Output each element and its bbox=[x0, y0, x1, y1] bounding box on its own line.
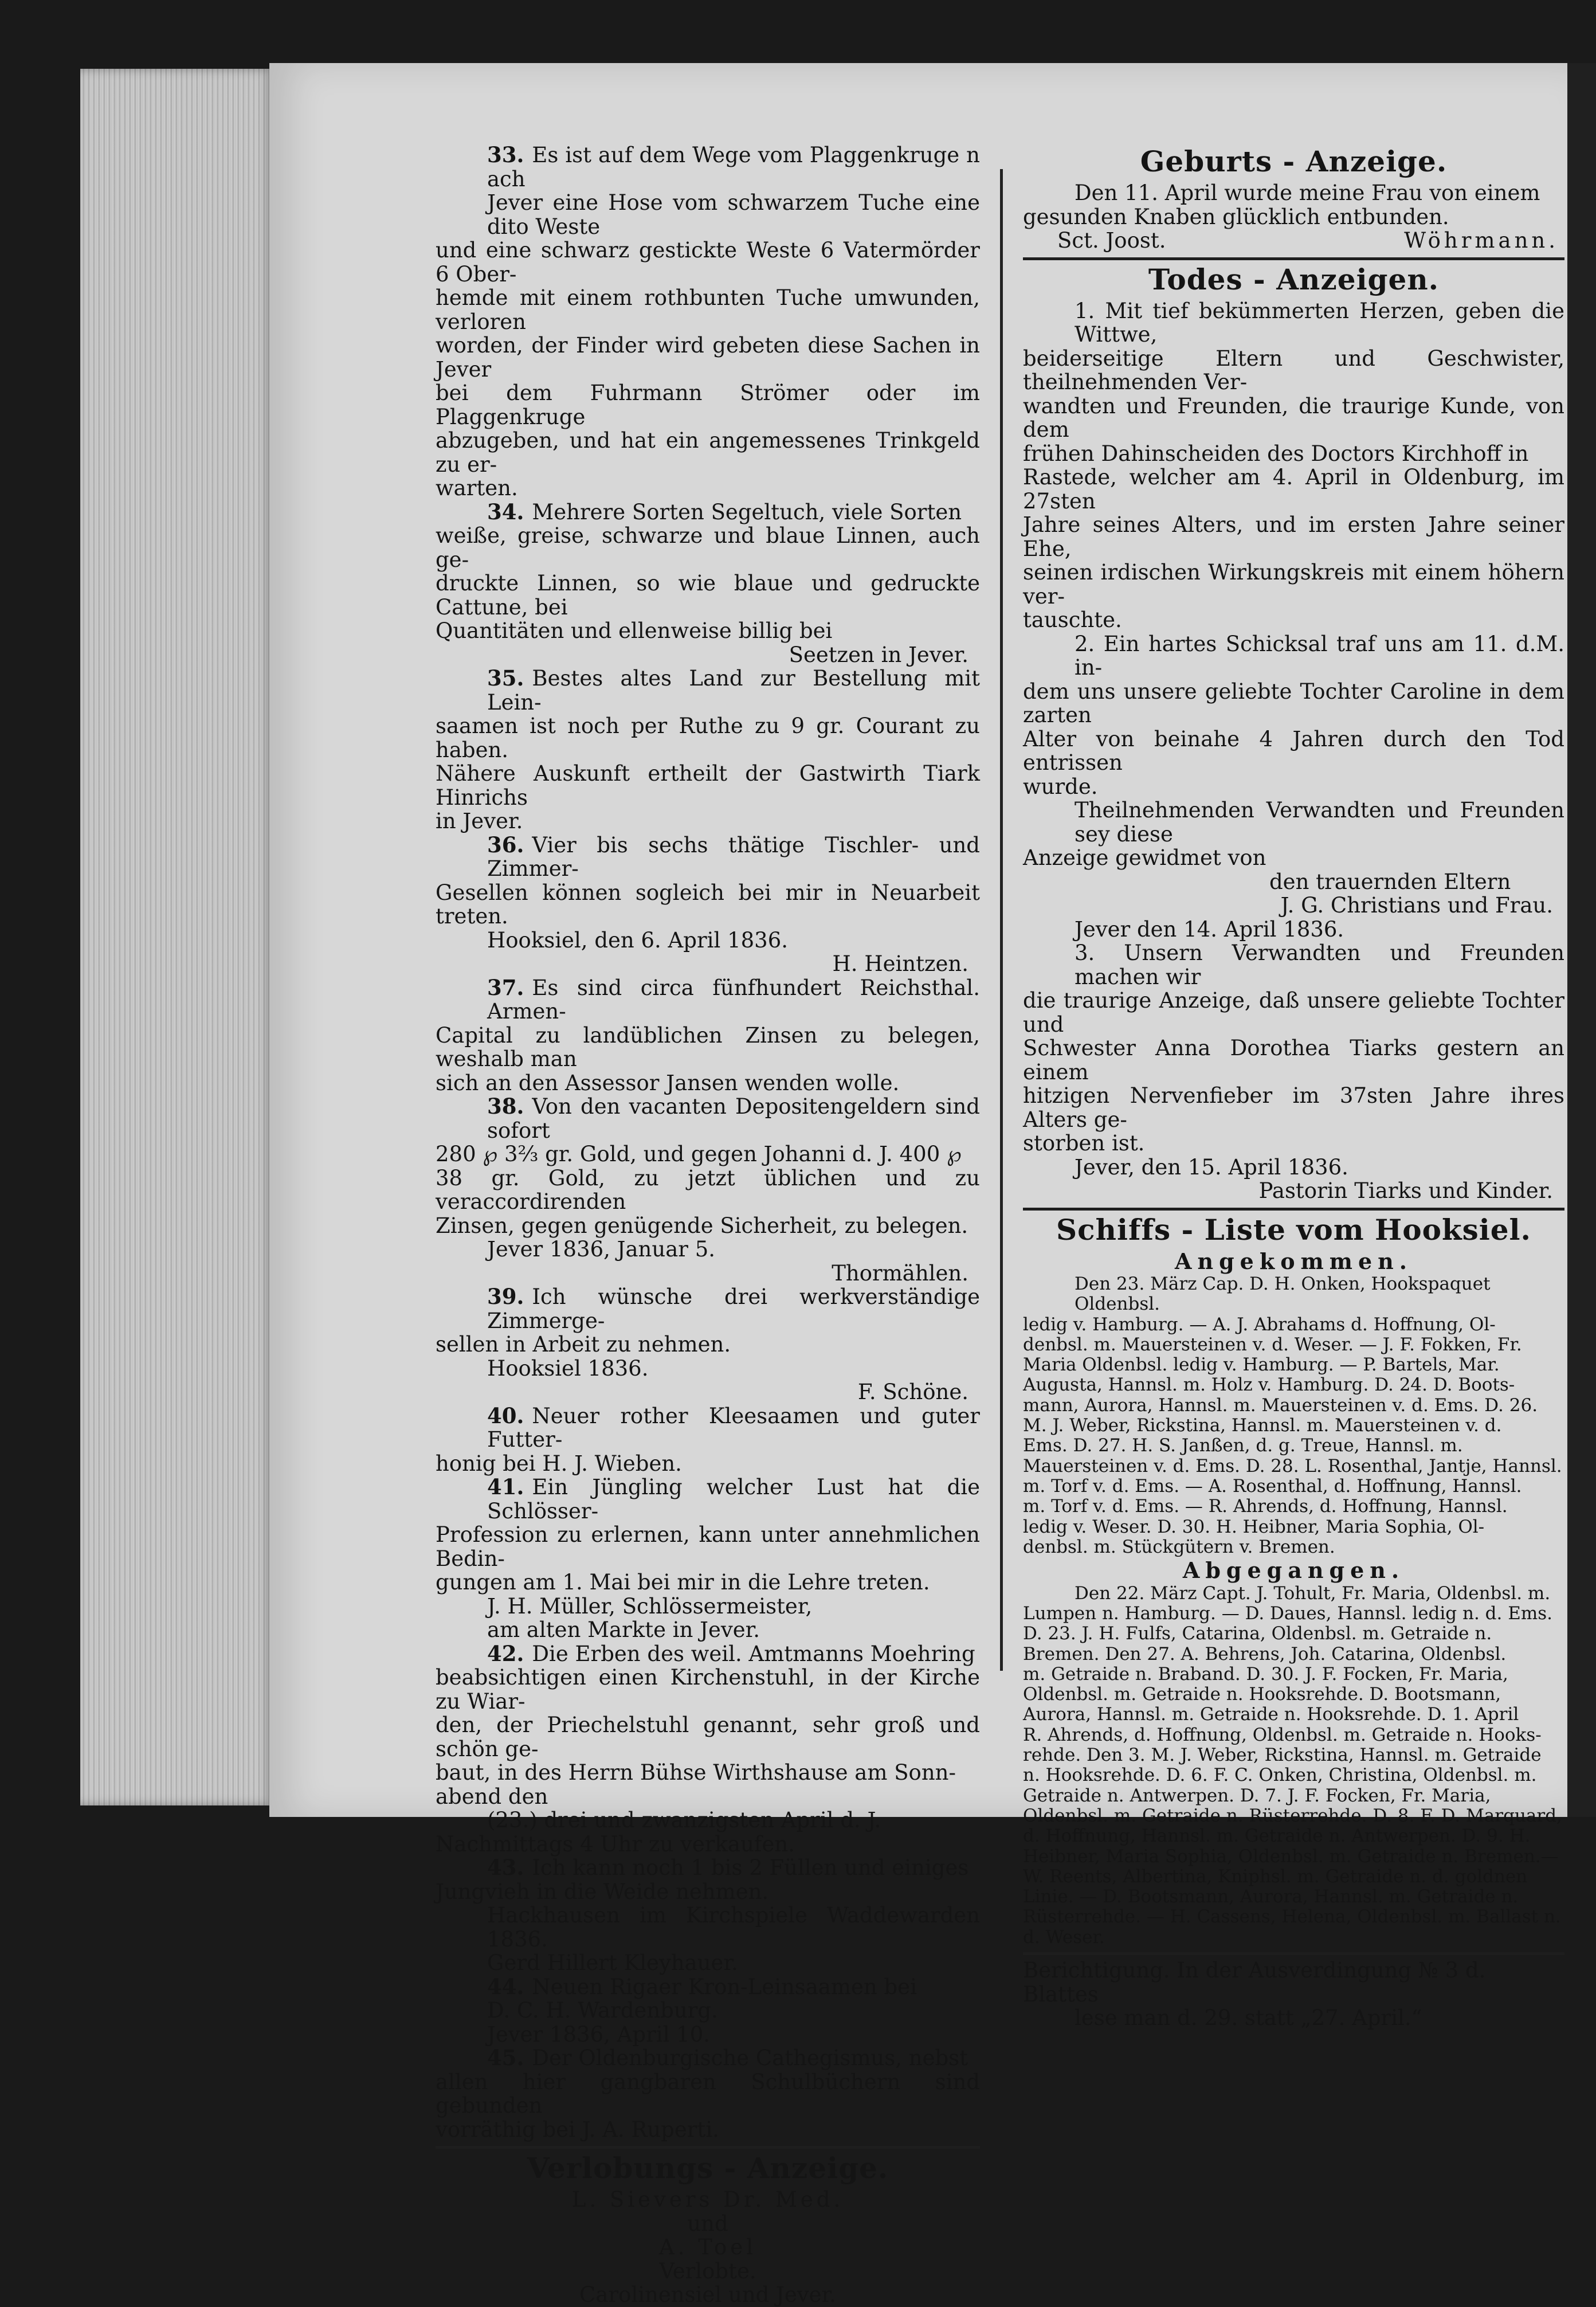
death-line: wandten und Freunden, die traurige Kunde, von dem bbox=[1023, 393, 1564, 442]
ad-line bbox=[436, 1475, 980, 1523]
death-line: Pastorin Tiarks und Kinder. bbox=[1258, 1178, 1553, 1203]
ships-heading: Schiffs - Liste vom Hooksiel. bbox=[1056, 1212, 1531, 1247]
ad-number: 34. bbox=[487, 499, 524, 524]
ad-text: Von den vacanten Depositengeldern sind sofort bbox=[487, 1094, 980, 1143]
arrived-line: denbsl. m. Stückgütern v. Bremen. bbox=[1023, 1536, 1335, 1557]
ad-line bbox=[436, 1404, 980, 1452]
birth-place-sig bbox=[1023, 229, 1564, 253]
birth-line: Den 11. April wurde meine Frau von einem bbox=[1075, 181, 1540, 205]
departed-line: n. Hooksrehde. D. 6. F. C. Onken, Christina, Oldenbsl. m. bbox=[1023, 1765, 1537, 1786]
ad-line: Hackhausen im Kirchspiele Waddewarden 1836. bbox=[487, 1903, 980, 1952]
ad-line: baut, in des Herrn Bühse Wirthshause am Sonn- bbox=[436, 1760, 956, 1785]
departed-line: m. Getraide n. Braband. D. 30. J. F. Focken, Fr. Maria, bbox=[1023, 1663, 1508, 1685]
advertisement-44 bbox=[436, 1975, 980, 2047]
departed-line: Aurora, Hannsl. m. Getraide n. Hooksrehde. D. 1. April bbox=[1023, 1704, 1519, 1725]
section-rule bbox=[436, 2146, 980, 2149]
ad-line: Profession zu erlernen, kann unter annehmlichen Bedin- bbox=[436, 1522, 980, 1571]
facing-page-gutter bbox=[1567, 63, 1596, 1817]
advertisement-38 bbox=[436, 1095, 980, 1285]
death-line: tauschte. bbox=[1023, 608, 1122, 632]
arrived-line: m. Torf v. d. Ems. — R. Ahrends, d. Hoffnung, Hannsl. bbox=[1023, 1496, 1508, 1517]
ad-number: 43. bbox=[487, 1855, 524, 1880]
ad-line: den, der Priechelstuhl genannt, sehr groß und schön ge- bbox=[436, 1713, 980, 1761]
death-line: Schwester Anna Dorothea Tiarks gestern an einem bbox=[1023, 1036, 1564, 1084]
ad-line: am alten Markte in Jever. bbox=[487, 1617, 760, 1642]
ad-line: worden, der Finder wird gebeten diese Sachen in Jever bbox=[436, 333, 980, 382]
section-rule bbox=[1023, 257, 1564, 260]
ad-line: weiße, greise, schwarze und blaue Linnen, auch ge- bbox=[436, 523, 980, 572]
advertisement-42 bbox=[436, 1642, 980, 1856]
ad-line: abend den bbox=[436, 1784, 548, 1809]
betrothal-line: L. Sievers Dr. Med. bbox=[571, 2187, 844, 2212]
departed-heading: Abgegangen. bbox=[1182, 1557, 1405, 1584]
ad-text: Ich kann noch 1 bis 2 Füllen und einiges bbox=[532, 1855, 969, 1880]
ad-signature: H. Heintzen. bbox=[832, 951, 968, 976]
death-line: hitzigen Nervenfieber im 37sten Jahre ihres Alters ge- bbox=[1023, 1083, 1564, 1132]
advertisement-35 bbox=[436, 667, 980, 833]
departed-line: W. Reents, Albertina, Kniphsl. m. Getraide n. d. goldnen bbox=[1023, 1866, 1528, 1887]
ad-line: gungen am 1. Mai bei mir in die Lehre treten. bbox=[436, 1570, 930, 1595]
advertisement-45 bbox=[436, 2046, 980, 2141]
ad-text: Vier bis sechs thätige Tischler- und Zimmer- bbox=[487, 832, 980, 881]
birth-signature: Wöhrmann. bbox=[1404, 228, 1559, 253]
departed-line: Bremen. Den 27. A. Behrens, Joh. Catarina, Oldenbsl. bbox=[1023, 1643, 1507, 1664]
birth-heading: Geburts - Anzeige. bbox=[1140, 144, 1448, 178]
arrived-line: ledig v. Weser. D. 30. H. Heibner, Maria Sophia, Ol- bbox=[1023, 1516, 1485, 1537]
ad-number: 44. bbox=[487, 1973, 524, 1999]
ad-line bbox=[436, 2046, 980, 2070]
column-divider bbox=[1000, 169, 1003, 1671]
ad-line bbox=[436, 500, 980, 524]
death-line: den trauernden Eltern bbox=[1269, 869, 1511, 894]
ad-line: Capital zu landüblichen Zinsen zu belegen, weshalb man bbox=[436, 1023, 980, 1071]
ad-line: saamen ist noch per Ruthe zu 9 gr. Courant zu haben. bbox=[436, 714, 980, 762]
ad-line: Gerd Hillert Kleyhauer. bbox=[487, 1950, 738, 1975]
arrived-line: m. Torf v. d. Ems. — A. Rosenthal, d. Hoffnung, Hannsl. bbox=[1023, 1475, 1522, 1497]
ad-line: allen hier gangbaren Schulbüchern sind gebunden bbox=[436, 2069, 980, 2118]
ad-line: druckte Linnen, so wie blaue und gedruckte Cattune, bei bbox=[436, 571, 980, 620]
death-line: wurde. bbox=[1023, 774, 1098, 799]
death-line: J. G. Christians und Frau. bbox=[1280, 893, 1553, 918]
ad-line: Jungvieh in die Weide nehmen. bbox=[436, 1879, 769, 1904]
ad-text: Es ist auf dem Wege vom Plaggenkruge n ach bbox=[487, 143, 980, 191]
ad-text: Der Oldenburgische Cathegismus, nebst bbox=[532, 2046, 968, 2070]
death-line: 2. Ein hartes Schicksal traf uns am 11. d.M. in- bbox=[1075, 631, 1564, 680]
ad-line: Hooksiel 1836. bbox=[487, 1356, 649, 1381]
death-line: 3. Unsern Verwandten und Freunden machen wir bbox=[1075, 941, 1564, 989]
betrothal-line: Carolinensiel und Jever. bbox=[579, 2282, 836, 2307]
ad-text: Es sind circa fünfhundert Reichsthal. Armen- bbox=[487, 975, 980, 1024]
ad-line: abzugeben, und hat ein angemessenes Trinkgeld zu er- bbox=[436, 428, 980, 477]
ad-line: Jever eine Hose vom schwarzem Tuche eine dito Weste bbox=[487, 190, 980, 239]
ad-line bbox=[436, 833, 980, 881]
arrived-line: Ems. D. 27. H. S. Janßen, d. g. Treue, Hannsl. m. bbox=[1023, 1435, 1463, 1456]
death-line: frühen Dahinscheiden des Doctors Kirchhoff in bbox=[1023, 441, 1529, 466]
section-rule bbox=[1023, 1952, 1564, 1955]
ad-line: bei dem Fuhrmann Strömer oder im Plaggenkruge bbox=[436, 381, 980, 429]
advertisement-34 bbox=[436, 500, 980, 667]
death-line: seinen irdischen Wirkungskreis mit einem höhern ver- bbox=[1023, 560, 1564, 609]
ad-line bbox=[436, 1285, 980, 1333]
departed-line: Den 22. März Capt. J. Tohult, Fr. Maria, Oldenbsl. m. bbox=[1075, 1583, 1551, 1604]
ad-line bbox=[436, 143, 980, 191]
death-heading: Todes - Anzeigen. bbox=[1148, 262, 1440, 296]
arrived-line: Maria Oldenbsl. ledig v. Hamburg. — P. Bartels, Mar. bbox=[1023, 1354, 1500, 1376]
ad-line: Zinsen, gegen genügende Sicherheit, zu belegen. bbox=[436, 1213, 968, 1238]
arrived-line: M. J. Weber, Rickstina, Hannsl. m. Mauersteinen v. d. bbox=[1023, 1415, 1502, 1436]
ad-line bbox=[436, 667, 980, 714]
death-line: Jever, den 15. April 1836. bbox=[1075, 1154, 1348, 1180]
betrothal-heading: Verlobungs - Anzeige. bbox=[527, 2151, 889, 2185]
death-line: beiderseitige Eltern und Geschwister, theilnehmenden Ver- bbox=[1023, 346, 1564, 394]
arrived-heading: Angekommen. bbox=[1175, 1248, 1413, 1274]
correction-line: lese man d. 29. statt „27. April.“ bbox=[1075, 2006, 1422, 2030]
departed-line: rehde. Den 3. M. J. Weber, Rickstina, Hannsl. m. Getraide bbox=[1023, 1745, 1542, 1766]
advertisement-36 bbox=[436, 833, 980, 976]
death-line: Jahre seines Alters, und im ersten Jahre seiner Ehe, bbox=[1023, 512, 1564, 561]
ad-line bbox=[436, 1095, 980, 1142]
death-line: die traurige Anzeige, daß unsere geliebte Tochter und bbox=[1023, 988, 1564, 1037]
ad-number: 35. bbox=[487, 665, 524, 691]
left-column bbox=[436, 143, 980, 2307]
ad-text: Mehrere Sorten Segeltuch, viele Sorten bbox=[532, 499, 962, 524]
departed-line: Oldenbsl. m. Getraide n. Hooksrehde. D. Bootsmann, bbox=[1023, 1684, 1501, 1705]
death-line: Alter von beinahe 4 Jahren durch den Tod entrissen bbox=[1023, 726, 1564, 775]
ad-line: D. C. H. Wardenburg. bbox=[487, 1998, 718, 2023]
advertisement-39 bbox=[436, 1285, 980, 1404]
departed-line: d. Weser. bbox=[1023, 1926, 1105, 1948]
ad-line bbox=[436, 1642, 980, 1666]
departed-line: Linie. — D. Bootsmann, Aurora, Hannsl. m. Getraide n. bbox=[1023, 1886, 1519, 1908]
betrothal-line: und bbox=[687, 2211, 728, 2236]
death-line: dem uns unsere geliebte Tochter Caroline in dem zarten bbox=[1023, 679, 1564, 727]
death-notice-2 bbox=[1023, 632, 1564, 942]
advertisement-37 bbox=[436, 976, 980, 1095]
ad-text: Neuer rother Kleesaamen und guter Futter- bbox=[487, 1403, 980, 1452]
ad-line: sich an den Assessor Jansen wenden wolle. bbox=[436, 1070, 900, 1095]
departed-line: d. Hoffnung, Hannsl. m. Getraide n. Antwerpen. D. 9. H. bbox=[1023, 1826, 1531, 1847]
ad-line: honig bei H. J. Wieben. bbox=[436, 1451, 682, 1476]
death-line: Anzeige gewidmet von bbox=[1023, 845, 1266, 870]
death-line: Jever den 14. April 1836. bbox=[1075, 916, 1344, 942]
ad-line: 280 ℘ 3⅔ gr. Gold, und gegen Johanni d. J. 400 ℘ bbox=[436, 1142, 962, 1166]
departed-line: Rüsterrehde. — H. Cassens, Helena, Oldenbsl. m. Ballast n. bbox=[1023, 1906, 1561, 1928]
death-notice-3 bbox=[1023, 941, 1564, 1203]
ad-text: Die Erben des weil. Amtmanns Moehring bbox=[532, 1641, 975, 1666]
ad-line: und eine schwarz gestickte Weste 6 Vatermörder 6 Ober- bbox=[436, 238, 980, 287]
ad-number: 38. bbox=[487, 1094, 524, 1119]
ad-text: Ein Jüngling welcher Lust hat die Schlösser- bbox=[487, 1475, 980, 1523]
birth-place: Sct. Joost. bbox=[1057, 228, 1166, 253]
ad-line: 38 gr. Gold, zu jetzt üblichen und zu veraccordirenden bbox=[436, 1165, 980, 1214]
ad-number: 37. bbox=[487, 974, 524, 1000]
ad-line: hemde mit einem rothbunten Tuche umwunden, verloren bbox=[436, 285, 980, 334]
arrived-line: ledig v. Hamburg. — A. J. Abrahams d. Hoffnung, Ol- bbox=[1023, 1314, 1496, 1335]
death-line: Theilnehmenden Verwandten und Freunden sey diese bbox=[1075, 798, 1564, 847]
departed-line: R. Ahrends, d. Hoffnung, Oldenbsl. m. Getraide n. Hooks- bbox=[1023, 1724, 1542, 1745]
ad-line: in Jever. bbox=[436, 809, 523, 833]
death-line: Rastede, welcher am 4. April in Oldenburg, im 27sten bbox=[1023, 465, 1564, 514]
ad-line: beabsichtigen einen Kirchenstuhl, in der Kirche zu Wiar- bbox=[436, 1665, 980, 1714]
arrived-line: mann, Aurora, Hannsl. m. Mauersteinen v. d. Ems. D. 26. bbox=[1023, 1395, 1538, 1416]
advertisement-41 bbox=[436, 1475, 980, 1642]
book-page-edges bbox=[80, 69, 275, 1805]
ad-number: 41. bbox=[487, 1474, 524, 1499]
birth-line: gesunden Knaben glücklich entbunden. bbox=[1023, 204, 1449, 229]
ad-line: vorräthig bei J. A. Ruperti. bbox=[436, 2117, 719, 2142]
ad-number: 40. bbox=[487, 1403, 524, 1428]
ad-line: Quantitäten und ellenweise billig bei bbox=[436, 618, 833, 643]
ad-number: 33. bbox=[487, 142, 524, 167]
ad-line: sellen in Arbeit zu nehmen. bbox=[436, 1332, 731, 1357]
ad-signature: F. Schöne. bbox=[857, 1380, 968, 1404]
ad-line: (23.) drei und zwanzigsten April d. J. bbox=[487, 1808, 881, 1832]
arrived-line: Mauersteinen v. d. Ems. D. 28. L. Rosenthal, Jantje, Hannsl. bbox=[1023, 1455, 1562, 1476]
death-line: storben ist. bbox=[1023, 1131, 1145, 1156]
arrived-line: Augusta, Hannsl. m. Holz v. Hamburg. D. 24. D. Boots- bbox=[1023, 1374, 1515, 1396]
ad-text: Neuen Rigaer Kron-Leinsaamen bei bbox=[532, 1974, 917, 1999]
ad-line bbox=[436, 976, 980, 1024]
betrothal-line: Verlobte. bbox=[659, 2258, 756, 2284]
death-notice-1 bbox=[1023, 299, 1564, 632]
ad-line: warten. bbox=[436, 476, 518, 500]
departed-line: Heibner, Maria Sophia, Oldenbsl. m. Getraide n. Bremen.— bbox=[1023, 1846, 1559, 1867]
departed-line: D. 23. J. H. Fulfs, Catarina, Oldenbsl. m. Getraide n. bbox=[1023, 1623, 1492, 1644]
ad-line: Jever 1836, Januar 5. bbox=[487, 1237, 716, 1262]
ad-line: Nähere Auskunft ertheilt der Gastwirth Tiark Hinrichs bbox=[436, 761, 980, 810]
ad-text: Bestes altes Land zur Bestellung mit Lein- bbox=[487, 666, 980, 715]
ad-line bbox=[436, 1975, 980, 1999]
ad-line: Hooksiel, den 6. April 1836. bbox=[487, 927, 788, 953]
advertisement-40 bbox=[436, 1404, 980, 1476]
ad-line: Nachmittags 4 Uhr zu verkaufen. bbox=[436, 1831, 795, 1856]
ad-signature: Seetzen in Jever. bbox=[789, 642, 968, 667]
departed-line: Getraide n. Antwerpen. D. 7. J. F. Focken, Fr. Maria, bbox=[1023, 1785, 1491, 1806]
advertisement-33 bbox=[436, 143, 980, 500]
ad-line bbox=[436, 1856, 980, 1880]
ad-number: 45. bbox=[487, 2045, 524, 2070]
ad-number: 42. bbox=[487, 1640, 524, 1666]
ad-line: Gesellen können sogleich bei mir in Neuarbeit treten. bbox=[436, 880, 980, 929]
advertisement-43 bbox=[436, 1856, 980, 1975]
arrived-line: Den 23. März Cap. D. H. Onken, Hookspaquet Oldenbsl. bbox=[1075, 1274, 1491, 1315]
ad-number: 36. bbox=[487, 832, 524, 857]
ad-line: Jever 1836, April 10. bbox=[487, 2022, 711, 2047]
section-rule bbox=[1023, 1208, 1564, 1211]
death-line: 1. Mit tief bekümmerten Herzen, geben die Wittwe, bbox=[1075, 298, 1564, 347]
betrothal-line: A. Toel bbox=[658, 2235, 757, 2259]
ad-number: 39. bbox=[487, 1284, 524, 1309]
correction-line: Berichtigung. In der Ausverdingung № 3 d. Blattes bbox=[1023, 1958, 1486, 2007]
ad-signature: Thormählen. bbox=[832, 1260, 968, 1286]
departed-line: Lumpen n. Hamburg. — D. Daues, Hannsl. ledig n. d. Ems. bbox=[1023, 1603, 1553, 1624]
ad-text: Ich wünsche drei werkverständige Zimmerge- bbox=[487, 1284, 980, 1333]
right-column bbox=[1023, 143, 1564, 2030]
departed-line: Oldenbsl. m. Getraide n. Rüsterrehde. D. 8. F. D. Marquard, bbox=[1023, 1805, 1562, 1826]
arrived-line: denbsl. m. Mauersteinen v. d. Weser. — J. F. Fokken, Fr. bbox=[1023, 1334, 1522, 1355]
ad-line: J. H. Müller, Schlössermeister, bbox=[487, 1593, 813, 1619]
